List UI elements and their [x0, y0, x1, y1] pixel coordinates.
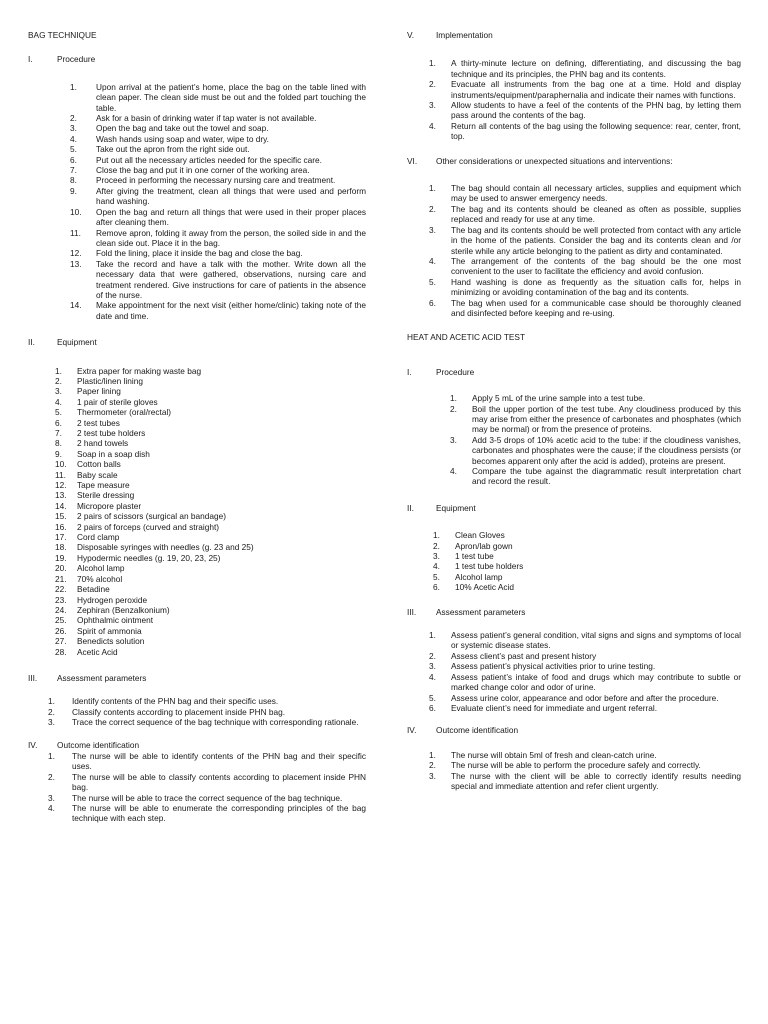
item-number: 26. — [55, 625, 67, 636]
item-text: Micropore plaster — [77, 500, 142, 511]
list-item — [55, 501, 366, 511]
list-item — [70, 186, 366, 207]
item-number: 2. — [429, 79, 436, 90]
item-text: Alcohol lamp — [77, 563, 125, 574]
list-item — [48, 772, 366, 793]
list-item — [429, 100, 741, 121]
list-item — [429, 750, 741, 760]
section-number: I. — [407, 366, 412, 377]
item-number: 6. — [429, 297, 436, 308]
item-text: 2 hand towels — [77, 438, 129, 449]
list-item — [55, 647, 366, 657]
item-text: The bag and its contents should be well protected from contact with any article in the home of the patients. Consider the bag and its contents clean and /or sterile while any article belonging to the patient as dirty and contaminated. — [451, 224, 741, 256]
item-number: 25. — [55, 615, 67, 626]
item-text: Ask for a basin of drinking water if tap water is not available. — [96, 113, 317, 124]
list-item — [55, 480, 366, 490]
item-number: 20. — [55, 563, 67, 574]
section-number: V. — [407, 30, 415, 40]
item-text: The nurse will be able to identify contents of the PHN bag and their specific uses. — [72, 750, 366, 772]
section-number: I. — [28, 54, 33, 65]
item-number: 1. — [429, 749, 436, 760]
item-text: The nurse with the client will be able to correctly identify results needing special and immediate attention and refer client urgently. — [451, 770, 741, 791]
list-item — [429, 703, 741, 713]
section-title: Implementation — [436, 30, 493, 40]
list-item — [429, 79, 741, 100]
list-item — [429, 58, 741, 79]
item-text: Sterile dressing — [77, 490, 135, 501]
item-number: 3. — [70, 123, 77, 134]
list-item — [450, 466, 741, 487]
item-text: Extra paper for making waste bag — [77, 365, 202, 376]
list-item — [433, 561, 741, 571]
item-number: 2. — [433, 540, 440, 551]
list-item — [450, 435, 741, 466]
section-title: Assessment parameters — [436, 606, 526, 617]
list-item — [55, 428, 366, 438]
list-item — [70, 144, 366, 154]
item-text: 1 test tube holders — [455, 561, 524, 572]
list-item — [70, 248, 366, 258]
section-number: IV. — [28, 739, 38, 750]
list-item — [70, 113, 366, 123]
item-text: Assess patient’s general condition, vital signs and signs and symptoms of local or systemic disease states. — [451, 630, 741, 651]
list-item — [433, 551, 741, 561]
item-number: 6. — [55, 417, 62, 428]
list-item — [55, 407, 366, 417]
item-number: 5. — [70, 144, 77, 155]
item-text: Open the bag and return all things that were used in their proper places after cleaning them. — [96, 206, 366, 228]
section-heading — [28, 740, 366, 750]
item-text: The bag should contain all necessary articles, supplies and equipment which may be used to answer emergency needs. — [451, 183, 741, 204]
item-number: 13. — [55, 490, 67, 501]
item-text: Identify contents of the PHN bag and their specific uses. — [72, 696, 279, 707]
considerations-list — [429, 183, 741, 318]
item-number: 4. — [48, 803, 55, 813]
list-item — [70, 134, 366, 144]
section-number: III. — [28, 672, 38, 683]
list-item — [433, 530, 741, 540]
item-number: 1. — [429, 58, 436, 69]
section-heading — [28, 673, 366, 683]
item-text: Upon arrival at the patient’s home, place the bag on the table lined with clean paper. The clean side must be out and the folded part touching the table. — [96, 81, 366, 113]
section-heading — [407, 503, 741, 513]
item-number: 4. — [433, 561, 440, 572]
section-title: Procedure — [436, 366, 475, 377]
item-text: 2 test tube holders — [77, 428, 146, 438]
section-heading — [28, 54, 366, 64]
item-number: 7. — [55, 428, 62, 438]
list-item — [429, 693, 741, 703]
section-title: Assessment parameters — [57, 672, 147, 683]
item-number: 1. — [429, 630, 436, 641]
item-text: 2 pairs of scissors (surgical an bandage) — [77, 511, 226, 522]
list-item — [48, 707, 366, 717]
item-text: Cord clamp — [77, 532, 120, 543]
item-number: 4. — [429, 255, 436, 266]
item-number: 22. — [55, 584, 67, 595]
item-number: 3. — [429, 661, 436, 672]
list-item — [55, 386, 366, 396]
item-text: Apply 5 mL of the urine sample into a test tube. — [472, 393, 646, 404]
item-text: Wash hands using soap and water, wipe to dry. — [96, 133, 269, 144]
list-item — [55, 511, 366, 521]
list-item — [55, 615, 366, 625]
item-text: Alcohol lamp — [455, 571, 503, 582]
item-text: Evaluate client’s need for immediate and urgent referral. — [451, 702, 658, 713]
procedure-list — [450, 393, 741, 487]
item-text: The nurse will be able to classify contents according to placement inside PHN bag. — [72, 771, 366, 793]
item-number: 2. — [429, 650, 436, 661]
list-item — [429, 661, 741, 671]
equipment-list — [55, 366, 366, 657]
item-text: The bag when used for a communicable case should be thoroughly cleaned and disinfected before keeping and re-using. — [451, 297, 741, 318]
item-text: Return all contents of the bag using the following sequence: rear, center, front, top. — [451, 120, 741, 142]
list-item — [55, 542, 366, 552]
item-number: 3. — [450, 434, 457, 445]
item-number: 5. — [429, 276, 436, 287]
item-number: 1. — [70, 81, 77, 92]
list-item — [429, 277, 741, 298]
item-text: Open the bag and take out the towel and soap. — [96, 123, 269, 134]
item-text: Hydrogen peroxide — [77, 594, 148, 605]
item-number: 2. — [48, 706, 55, 717]
item-text: Acetic Acid — [77, 646, 118, 657]
item-number: 5. — [429, 692, 436, 703]
section-heading — [407, 156, 741, 166]
list-item — [70, 175, 366, 185]
section-number: II. — [407, 502, 414, 513]
item-number: 4. — [429, 671, 436, 682]
procedure-list — [70, 82, 366, 321]
item-number: 6. — [70, 154, 77, 165]
item-text: Plastic/linen lining — [77, 375, 143, 386]
right-column — [407, 30, 741, 791]
list-item — [48, 717, 366, 727]
outcome-list — [429, 750, 741, 792]
list-item — [70, 300, 366, 321]
item-number: 12. — [55, 480, 67, 491]
item-number: 19. — [55, 552, 67, 563]
item-text: Ophthalmic ointment — [77, 615, 154, 626]
item-text: 70% alcohol — [77, 573, 123, 584]
item-text: Trace the correct sequence of the bag technique with corresponding rationale. — [72, 717, 359, 728]
list-item — [55, 563, 366, 573]
list-item — [48, 751, 366, 772]
list-item — [55, 470, 366, 480]
item-number: 24. — [55, 604, 67, 615]
outcome-list — [48, 751, 366, 824]
item-number: 11. — [70, 227, 81, 238]
list-item — [429, 121, 741, 142]
assessment-list — [48, 696, 366, 727]
item-number: 10. — [55, 459, 67, 470]
item-number: 2. — [429, 760, 436, 771]
section-title: Equipment — [436, 502, 476, 513]
item-number: 3. — [433, 551, 440, 562]
section-heading — [407, 607, 741, 617]
item-text: Clean Gloves — [455, 530, 505, 541]
item-text: Disposable syringes with needles (g. 23 and 25) — [77, 542, 254, 553]
section-heading — [407, 30, 741, 40]
list-item — [429, 183, 741, 204]
item-number: 1. — [433, 530, 440, 541]
section-title: Other considerations or unexpected situations and interventions: — [436, 155, 673, 166]
list-item — [429, 760, 741, 770]
item-text: Allow students to have a feel of the contents of the PHN bag, by letting them pass around the contents of the bag. — [451, 100, 741, 121]
list-item — [429, 630, 741, 651]
list-item — [450, 393, 741, 403]
item-text: 10% Acetic Acid — [455, 582, 515, 593]
item-number: 14. — [70, 300, 82, 311]
item-number: 27. — [55, 636, 67, 647]
item-number: 9. — [55, 448, 62, 459]
list-item — [429, 651, 741, 661]
item-number: 12. — [70, 248, 82, 259]
item-number: 1. — [429, 183, 436, 194]
list-item — [48, 793, 366, 803]
list-item — [429, 204, 741, 225]
item-number: 2. — [429, 203, 436, 214]
implementation-list — [429, 58, 741, 141]
item-number: 1. — [55, 365, 62, 376]
list-item — [429, 672, 741, 693]
item-number: 17. — [55, 532, 67, 543]
item-text: Assess urine color, appearance and odor before and after the procedure. — [451, 692, 719, 703]
item-number: 2. — [450, 403, 457, 414]
list-item — [55, 574, 366, 584]
list-item — [429, 225, 741, 256]
list-item — [55, 522, 366, 532]
list-item — [55, 584, 366, 594]
section-heading — [407, 725, 741, 735]
item-number: 2. — [70, 113, 77, 124]
list-item — [429, 256, 741, 277]
list-item — [55, 605, 366, 615]
item-number: 16. — [55, 521, 67, 532]
item-text: The arrangement of the contents of the bag should be the one most convenient to the user to facilitate the efficiency and avoid confusion. — [451, 255, 741, 277]
item-text: Take the record and have a talk with the mother. Write down all the necessary data that were gathered, observations, nursing care and treatment rendered. Give instructions for care of patients in the absence of the nurse. — [96, 258, 366, 300]
item-text: Classify contents according to placement inside PHN bag. — [72, 706, 286, 717]
list-item — [70, 207, 366, 228]
list-item — [433, 541, 741, 551]
item-number: 15. — [55, 511, 67, 522]
list-item — [55, 418, 366, 428]
item-text: Assess patient’s physical activities prior to urine testing. — [451, 661, 656, 672]
item-text: Hand washing is done as frequently as the situation calls for, helps in minimizing or avoiding contamination of the bag and its contents. — [451, 276, 741, 298]
item-number: 18. — [55, 542, 67, 553]
list-item — [70, 165, 366, 175]
section-title: Outcome identification — [436, 725, 519, 736]
section-heading — [28, 337, 366, 347]
section-number: IV. — [407, 725, 417, 736]
item-text: The bag and its contents should be cleaned as often as possible, supplies replaced and ready for use at any time. — [451, 203, 741, 225]
item-text: Proceed in performing the necessary nursing care and treatment. — [96, 175, 336, 186]
item-number: 14. — [55, 500, 67, 511]
item-number: 3. — [48, 717, 55, 728]
item-number: 4. — [450, 466, 457, 476]
item-text: Apron/lab gown — [455, 540, 513, 551]
list-item — [433, 572, 741, 582]
assessment-list — [429, 630, 741, 713]
item-text: Evacuate all instruments from the bag one at a time. Hold and display instruments/equipment/paraphernalia and indicate their names with functions. — [451, 79, 741, 100]
item-text: The nurse will obtain 5ml of fresh and clean-catch urine. — [451, 749, 657, 760]
section-number: III. — [407, 606, 417, 617]
list-item — [55, 595, 366, 605]
list-item — [55, 636, 366, 646]
list-item — [70, 228, 366, 249]
item-text: 1 test tube — [455, 551, 494, 562]
item-text: Tape measure — [77, 480, 130, 491]
list-item — [55, 490, 366, 500]
list-item — [55, 438, 366, 448]
item-number: 1. — [48, 750, 55, 761]
item-text: After giving the treatment, clean all things that were used and perform hand washing. — [96, 185, 366, 207]
list-item — [55, 532, 366, 542]
section-title: Procedure — [57, 54, 96, 65]
item-number: 8. — [70, 175, 77, 186]
item-text: Spirit of ammonia — [77, 625, 142, 636]
list-item — [70, 123, 366, 133]
equipment-list — [433, 530, 741, 592]
list-item — [429, 298, 741, 319]
left-column — [28, 30, 366, 824]
item-text: Assess client’s past and present history — [451, 650, 597, 661]
list-item — [48, 803, 366, 824]
section-title: Outcome identification — [57, 739, 140, 750]
item-text: Zephiran (Benzalkonium) — [77, 604, 170, 615]
item-number: 1. — [48, 696, 55, 707]
list-item — [70, 82, 366, 113]
item-text: The nurse will be able to enumerate the corresponding principles of the bag technique with each step. — [72, 803, 366, 824]
document-title: BAG TECHNIQUE — [28, 30, 97, 40]
item-number: 1. — [450, 393, 457, 404]
list-item — [55, 459, 366, 469]
list-item — [70, 155, 366, 165]
item-number: 3. — [429, 770, 436, 781]
section-number: VI. — [407, 155, 418, 166]
item-text: The nurse will be able to trace the correct sequence of the bag technique. — [72, 792, 343, 803]
document-title: HEAT AND ACETIC ACID TEST — [407, 332, 526, 343]
item-number: 3. — [429, 224, 436, 235]
list-item — [55, 626, 366, 636]
item-text: Cotton balls — [77, 459, 121, 470]
item-number: 4. — [70, 133, 77, 144]
item-number: 10. — [70, 206, 82, 217]
item-text: Compare the tube against the diagrammatic result interpretation chart and record the result. — [472, 466, 741, 487]
item-text: Assess patient’s intake of food and drugs which may contribute to subtle or marked change color and odor of urine. — [451, 671, 741, 693]
list-item — [48, 696, 366, 706]
list-item — [433, 582, 741, 592]
item-number: 8. — [55, 438, 62, 449]
list-item — [55, 366, 366, 376]
item-text: The nurse will be able to perform the procedure safely and correctly. — [451, 760, 701, 771]
item-number: 3. — [48, 792, 55, 803]
item-text: Baby scale — [77, 469, 118, 480]
item-text: Put out all the necessary articles needed for the specific care. — [96, 154, 322, 165]
item-text: Betadine — [77, 584, 110, 595]
item-number: 3. — [429, 100, 436, 111]
list-item — [450, 404, 741, 435]
item-text: Close the bag and put it in one corner of the working area. — [96, 165, 310, 176]
item-number: 13. — [70, 258, 82, 269]
item-number: 11. — [55, 469, 66, 480]
list-item — [429, 771, 741, 792]
item-text: Thermometer (oral/rectal) — [77, 407, 172, 418]
item-number: 23. — [55, 594, 67, 605]
list-item — [55, 553, 366, 563]
item-number: 28. — [55, 646, 67, 657]
item-text: A thirty-minute lecture on defining, differentiating, and discussing the bag technique and its principles, the PHN bag and its contents. — [451, 58, 741, 79]
item-number: 5. — [55, 407, 62, 418]
section-number: II. — [28, 337, 35, 348]
item-text: Take out the apron from the right side out. — [96, 144, 250, 155]
item-text: Make appointment for the next visit (either home/clinic) taking note of the date and time. — [96, 300, 366, 321]
item-text: Hypodermic needles (g. 19, 20, 23, 25) — [77, 552, 221, 563]
item-number: 4. — [55, 396, 62, 407]
list-item — [70, 259, 366, 301]
item-text: Fold the lining, place it inside the bag and close the bag. — [96, 248, 303, 259]
item-text: Add 3-5 drops of 10% acetic acid to the tube: if the cloudiness vanishes, carbonates and phosphates were the cause; if the cloudiness persists (or becomes apparent only after the acid is added), proteins are present. — [472, 434, 741, 466]
list-item — [55, 376, 366, 386]
item-number: 2. — [48, 771, 55, 782]
item-text: 2 pairs of forceps (curved and straight) — [77, 521, 220, 532]
item-number: 2. — [55, 375, 62, 386]
item-text: 2 test tubes — [77, 417, 120, 428]
item-number: 5. — [433, 571, 440, 582]
list-item — [55, 397, 366, 407]
item-text: Remove apron, folding it away from the person, the soiled side in and the clean side out. Place it in the bag. — [96, 227, 366, 248]
item-number: 3. — [55, 386, 62, 397]
list-item — [55, 449, 366, 459]
item-text: Benedicts solution — [77, 636, 145, 647]
item-number: 9. — [70, 185, 77, 196]
item-text: Paper lining — [77, 386, 121, 397]
item-text: Soap in a soap dish — [77, 448, 150, 459]
item-text: Boil the upper portion of the test tube. Any cloudiness produced by this may arise from either the presence of carbonates and phosphates (which may be normal) or from the presence of proteins. — [472, 403, 741, 435]
section-heading — [407, 367, 741, 377]
item-text: 1 pair of sterile gloves — [77, 396, 158, 407]
item-number: 6. — [429, 702, 436, 713]
item-number: 4. — [429, 120, 436, 131]
item-number: 6. — [433, 582, 440, 593]
item-number: 7. — [70, 165, 77, 176]
section-title: Equipment — [57, 337, 97, 348]
item-number: 21. — [55, 573, 67, 584]
